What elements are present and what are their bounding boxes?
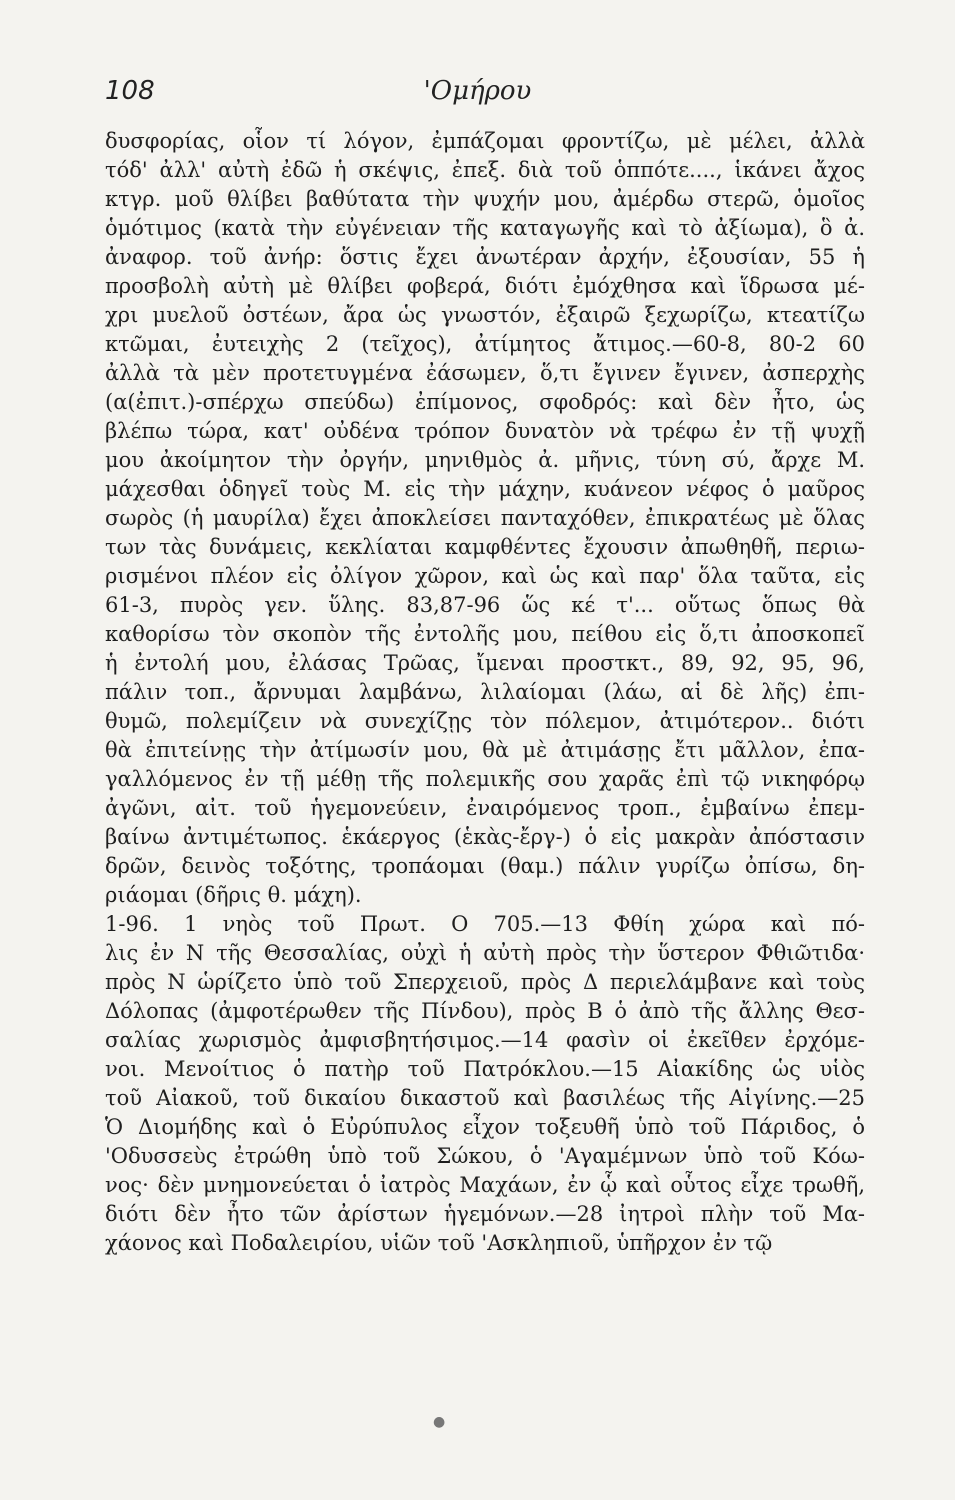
- text-line: γαλλόμενος ἐν τῇ μέθῃ τῆς πολεμικῆς σου χαρᾶς ἐπὶ τῷ νικηφόρῳ: [105, 767, 865, 791]
- text-line: 61-3, πυρὸς γεν. ὕλης. 83,87-96 ὥς κέ τ'... οὕτως ὅπως θὰ: [105, 593, 865, 617]
- text-line: ἡ ἐντολή μου, ἐλάσας Τρῶας, ἴμεναι προστκτ., 89, 92, 95, 96,: [105, 651, 865, 675]
- text-line: πρὸς Ν ὡρίζετο ὑπὸ τοῦ Σπερχειοῦ, πρὸς Δ περιελάμβανε καὶ τοὺς: [105, 970, 865, 994]
- text-line: ὁμότιμος (κατὰ τὴν εὐγένειαν τῆς καταγωγῆς καὶ τὸ ἀξίωμα), ὃ ἀ.: [105, 216, 865, 240]
- text-line: σαλίας χωρισμὸς ἀμφισβητήσιμος.—14 φασὶν οἱ ἐκεῖθεν ἐρχόμε-: [105, 1028, 865, 1052]
- text-line: καθορίσω τὸν σκοπὸν τῆς ἐντολῆς μου, πείθου εἰς ὅ,τι ἀποσκοπεῖ: [105, 622, 865, 646]
- text-line: μου ἀκοίμητον τὴν ὀργήν, μηνιθμὸς ἀ. μῆνις, τύνη σύ, ἄρχε Μ.: [105, 448, 865, 472]
- text-line: σωρὸς (ἡ μαυρίλα) ἔχει ἀποκλείσει πανταχόθεν, ἐπικρατέως μὲ ὅλας: [105, 506, 865, 530]
- text-line: ρισμένοι πλέον εἰς ὀλίγον χῶρον, καὶ ὡς καὶ παρ' ὅλα ταῦτα, εἰς: [105, 564, 865, 588]
- text-line: 'Οδυσσεὺς ἐτρώθη ὑπὸ τοῦ Σώκου, ὁ 'Αγαμέμνων ὑπὸ τοῦ Κόω-: [105, 1144, 865, 1168]
- page-number: 108: [105, 76, 155, 106]
- text-line: λις ἐν Ν τῆς Θεσσαλίας, οὐχὶ ἡ αὐτὴ πρὸς τὴν ὕστερον Φθιῶτιδα·: [105, 941, 865, 965]
- text-line: Ὁ Διομήδης καὶ ὁ Εὐρύπυλος εἶχον τοξευθῆ ὑπὸ τοῦ Πάριδος, ὁ: [105, 1115, 865, 1139]
- text-line: ἀλλὰ τὰ μὲν προτετυγμένα ἐάσωμεν, ὅ,τι ἔγινεν ἔγινεν, ἀσπερχὴς: [105, 361, 865, 385]
- text-line: θυμῶ, πολεμίζειν νὰ συνεχίζῃς τὸν πόλεμον, ἀτιμότερον.. διότι: [105, 709, 865, 733]
- text-line: διότι δὲν ἦτο τῶν ἀρίστων ἡγεμόνων.—28 ἰητροὶ πλὴν τοῦ Μα-: [105, 1202, 865, 1226]
- text-line: Δόλοπας (ἀμφοτέρωθεν τῆς Πίνδου), πρὸς Β ὁ ἀπὸ τῆς ἄλλης Θεσ-: [105, 999, 865, 1023]
- text-line: βλέπω τώρα, κατ' οὐδένα τρόπον δυνατὸν νὰ τρέφω ἐν τῇ ψυχῇ: [105, 419, 865, 443]
- text-line: δρῶν, δεινὸς τοξότης, τροπάομαι (θαμ.) πάλιν γυρίζω ὀπίσω, δη-: [105, 854, 865, 878]
- text-line: τοῦ Αἰακοῦ, τοῦ δικαίου δικαστοῦ καὶ βασιλέως τῆς Αἰγίνης.—25: [105, 1086, 865, 1110]
- body-text: [105, 127, 865, 1258]
- text-line: προσβολὴ αὐτὴ μὲ θλίβει φοβερά, διότι ἐμόχθησα καὶ ἵδρωσα μέ-: [105, 274, 865, 298]
- text-line: χρι μυελοῦ ὀστέων, ἄρα ὡς γνωστόν, ἐξαιρῶ ξεχωρίζω, κτεατίζω: [105, 303, 865, 327]
- text-line: χάονος καὶ Ποδαλειρίου, υἱῶν τοῦ 'Ασκληπιοῦ, ὑπῆρχον ἐν τῷ: [105, 1231, 773, 1255]
- text-line: θὰ ἐπιτείνῃς τὴν ἀτίμωσίν μου, θὰ μὲ ἀτιμάσῃς ἔτι μᾶλλον, ἐπα-: [105, 738, 865, 762]
- text-line: νος· δὲν μνημονεύεται ὁ ἰατρὸς Μαχάων, ἐν ᾧ καὶ οὗτος εἶχε τρωθῆ,: [105, 1173, 865, 1197]
- text-line: βαίνω ἀντιμέτωπος. ἑκάεργος (ἑκὰς-ἔργ-) ὁ εἰς μακρὰν ἀπόστασιν: [105, 825, 865, 849]
- text-line: κτῶμαι, ἐυτειχὴς 2 (τεῖχος), ἀτίμητος ἄτιμος.—60-8, 80-2 60: [105, 332, 865, 356]
- text-line: ἀγῶνι, αἰτ. τοῦ ἡγεμονεύειν, ἐναιρόμενος τροπ., ἐμβαίνω ἐπεμ-: [105, 796, 865, 820]
- text-line: πάλιν τοπ., ἄρνυμαι λαμβάνω, λιλαίομαι (λάω, αἱ δὲ λῆς) ἐπι-: [105, 680, 865, 704]
- text-line: νοι. Μενοίτιος ὁ πατὴρ τοῦ Πατρόκλου.—15 Αἰακίδης ὡς υἱὸς: [105, 1057, 865, 1081]
- running-head: 'Ομήρου: [423, 76, 532, 106]
- text-line: μάχεσθαι ὁδηγεῖ τοὺς Μ. εἰς τὴν μάχην, κυάνεον νέφος ὁ μαῦρος: [105, 477, 865, 501]
- bullet-mark: ●: [433, 1414, 446, 1430]
- text-line: ἀναφορ. τοῦ ἀνήρ: ὅστις ἔχει ἀνωτέραν ἀρχήν, ἐξουσίαν, 55 ἡ: [105, 245, 865, 269]
- text-line: (α(ἐπιτ.)-σπέρχω σπεύδω) ἐπίμονος, σφοδρός: καὶ δὲν ἦτο, ὡς: [105, 390, 865, 414]
- text-line: ριάομαι (δῆρις θ. μάχη).: [105, 883, 362, 907]
- text-line: δυσφορίας, οἷον τί λόγον, ἐμπάζομαι φροντίζω, μὲ μέλει, ἀλλὰ: [105, 129, 865, 153]
- text-line: τόδ' ἀλλ' αὐτὴ ἐδῶ ἡ σκέψις, ἐπεξ. διὰ τοῦ ὁππότε...., ἱκάνει ἄχος: [105, 158, 865, 182]
- text-line: κτγρ. μοῦ θλίβει βαθύτατα τὴν ψυχήν μου, ἀμέρδω στερῶ, ὁμοῖος: [105, 187, 865, 211]
- text-line: των τὰς δυνάμεις, κεκλίαται καμφθέντες ἔχουσιν ἀπωθηθῆ, περιω-: [105, 535, 865, 559]
- text-line: 1-96. 1 νηὸς τοῦ Πρωτ. Ο 705.—13 Φθίη χώρα καὶ πό-: [105, 912, 865, 936]
